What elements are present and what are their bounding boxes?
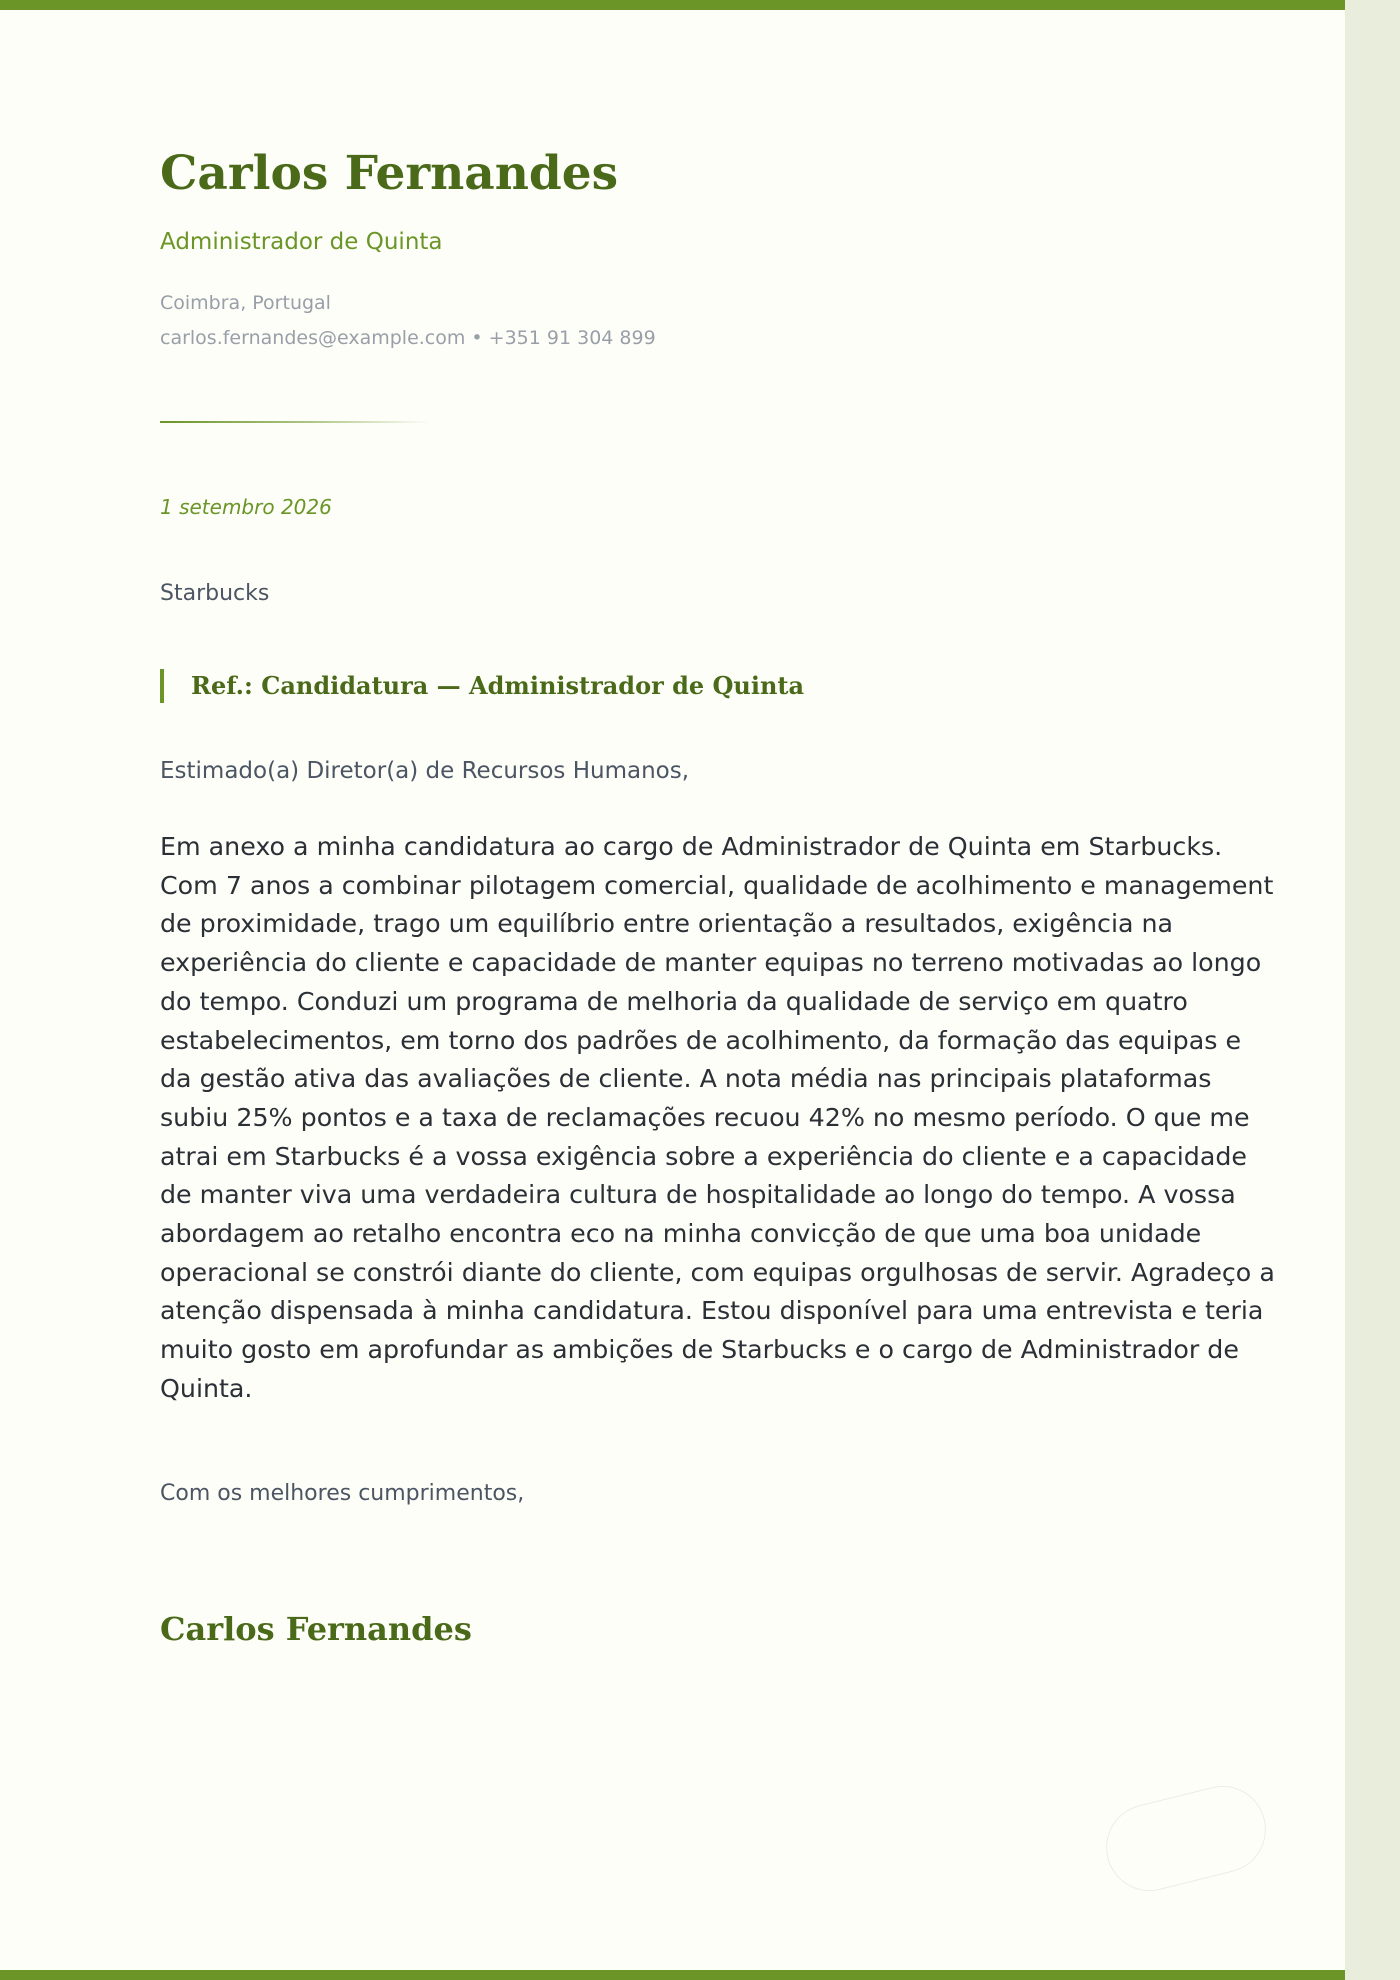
bottom-accent-bar xyxy=(0,1970,1345,1980)
letter-date: 1 setembro 2026 xyxy=(160,495,332,519)
sender-contact-line: carlos.fernandes@example.com • +351 91 304 899 xyxy=(160,327,656,349)
sender-name: Carlos Fernandes xyxy=(160,146,619,201)
letter-subject: Ref.: Candidatura — Administrador de Quinta xyxy=(160,669,804,703)
faint-stamp-outline xyxy=(1097,1777,1275,1901)
signature-name: Carlos Fernandes xyxy=(160,1610,472,1648)
sender-role: Administrador de Quinta xyxy=(160,229,443,255)
sender-location: Coimbra, Portugal xyxy=(160,292,331,314)
recipient-company: Starbucks xyxy=(160,581,270,606)
letter-body: Em anexo a minha candidatura ao cargo de Administrador de Quinta em Starbucks. Com 7 anos a combinar pilotagem comercial, qualidade de acolhimento e management de proximidade, trago um equilíbrio entre orientação a resultados, exigência na experiência do cliente e capacidade de manter equipas no terreno motivadas ao longo do tempo. Conduzi um programa de melhoria da qualidade de serviço em quatro estabelecimentos, em torno dos padrões de acolhimento, da formação das equipas e da gestão ativa das avaliações de cliente. A nota média nas principais plataformas subiu 25% pontos e a taxa de reclamações recuou 42% no mesmo período. O que me atrai em Starbucks é a vossa exigência sobre a experiência do cliente e a capacidade de manter viva uma verdadeira cultura de hospitalidade ao longo do tempo. A vossa abordagem ao retalho encontra eco na minha convicção de que uma boa unidade operacional se constrói diante do cliente, com equipas orgulhosas de servir. Agradeço a atenção dispensada à minha candidatura. Estou disponível para uma entrevista e teria muito gosto em aprofundar as ambições de Starbucks e o cargo de Administrador de Quinta. xyxy=(160,832,1275,1403)
header-divider xyxy=(160,421,430,423)
top-accent-bar xyxy=(0,0,1345,10)
letter-salutation: Estimado(a) Diretor(a) de Recursos Humanos, xyxy=(160,758,690,784)
letter-closing: Com os melhores cumprimentos, xyxy=(160,1481,525,1506)
